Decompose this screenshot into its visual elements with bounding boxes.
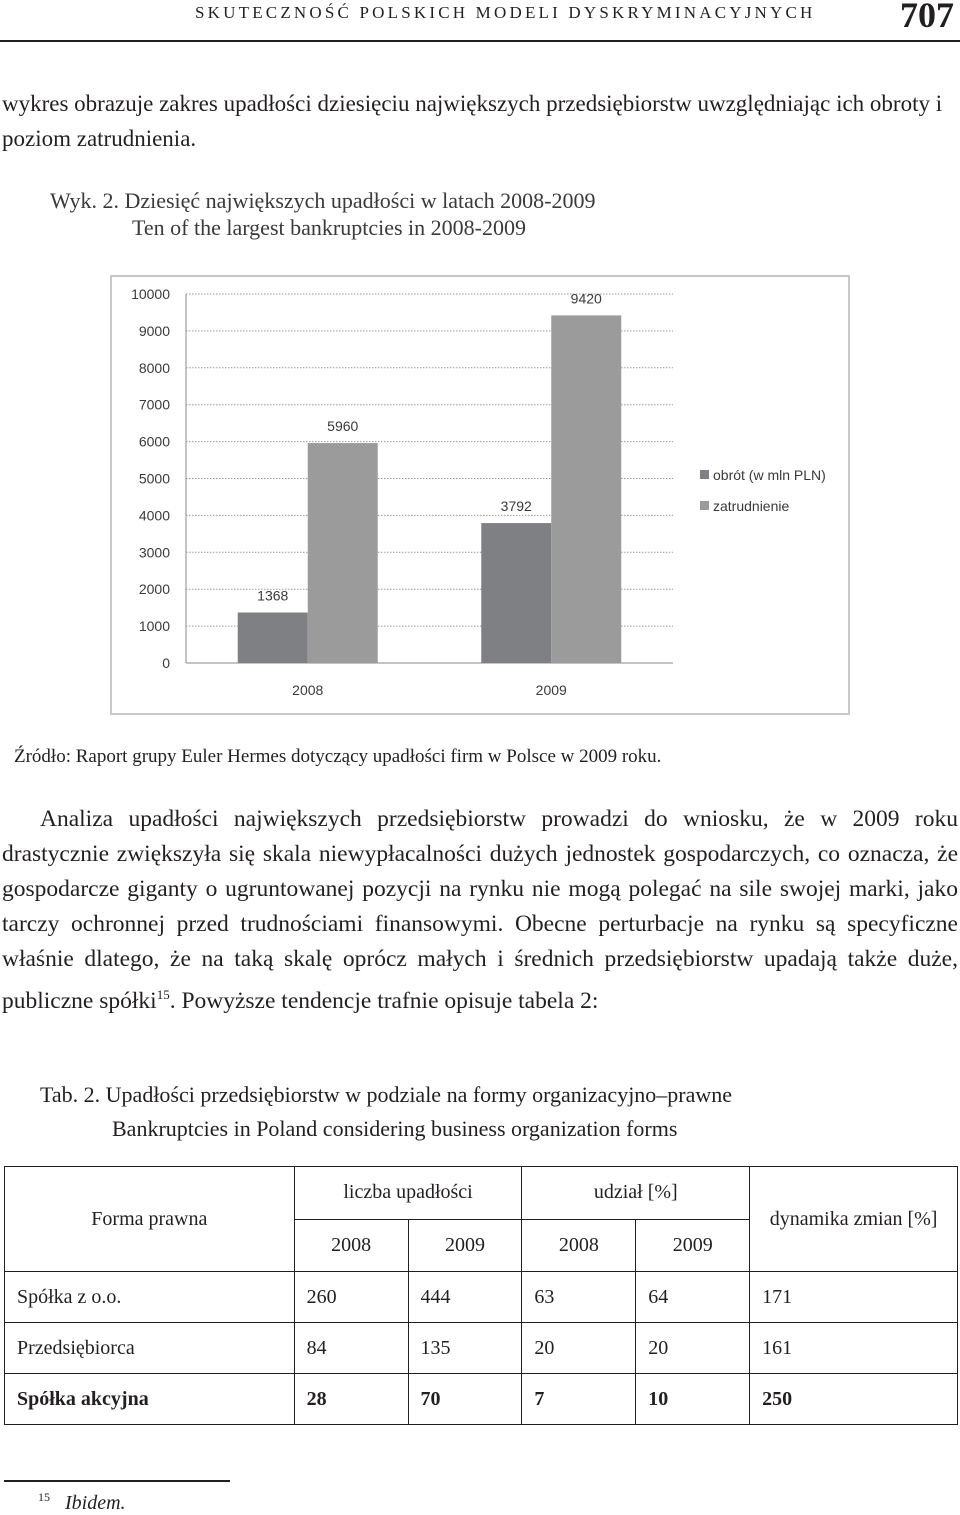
legend-swatch — [700, 470, 709, 479]
cell-value: 63 — [522, 1272, 636, 1323]
y-tick-label: 1000 — [138, 618, 170, 635]
footnote — [38, 1490, 126, 1515]
header-year: 2009 — [408, 1219, 522, 1272]
y-tick-label: 8000 — [138, 359, 170, 376]
legend-label: zatrudnienie — [713, 498, 790, 514]
footnote-text: Ibidem. — [65, 1492, 126, 1514]
body-text-2: . Powyższe tendencje trafnie opisuje tabela 2: — [169, 987, 599, 1014]
bar-2009-s0 — [481, 523, 551, 663]
y-tick-label: 10000 — [131, 286, 170, 302]
data-label: 5960 — [327, 418, 359, 435]
y-tick-label: 5000 — [138, 470, 170, 487]
data-label: 3792 — [500, 498, 532, 515]
cell-form: Spółka akcyjna — [5, 1374, 295, 1425]
table-row — [5, 1323, 958, 1374]
figure-source: Źródło: Raport grupy Euler Hermes dotyczący upadłości firm w Polsce w 2009 roku. — [14, 746, 662, 767]
page-number: 707 — [900, 0, 954, 35]
header-share: udział [%] — [522, 1167, 750, 1220]
cell-value: 260 — [294, 1272, 408, 1323]
cell-value: 20 — [522, 1323, 636, 1374]
bankruptcy-table — [4, 1166, 958, 1425]
data-label: 1368 — [257, 587, 289, 604]
y-tick-label: 2000 — [138, 581, 170, 598]
y-tick-label: 7000 — [138, 396, 170, 413]
y-tick-label: 3000 — [138, 544, 170, 561]
cell-value: 171 — [750, 1272, 958, 1323]
y-tick-label: 4000 — [138, 507, 170, 524]
bar-2009-s1 — [551, 315, 621, 663]
x-tick-label: 2008 — [292, 682, 324, 698]
legend-label: obrót (w mln PLN) — [713, 467, 826, 483]
data-label: 9420 — [570, 290, 602, 307]
header-count: liczba upadłości — [294, 1167, 522, 1220]
header-form: Forma prawna — [5, 1167, 295, 1272]
header-year: 2008 — [294, 1219, 408, 1272]
cell-value: 250 — [750, 1374, 958, 1425]
y-tick-label: 0 — [162, 655, 170, 671]
legend-swatch — [700, 501, 709, 510]
cell-form: Przedsiębiorca — [5, 1323, 295, 1374]
cell-value: 444 — [408, 1272, 522, 1323]
cell-value: 28 — [294, 1374, 408, 1425]
bar-2008-s0 — [238, 613, 308, 663]
y-tick-label: 9000 — [138, 322, 170, 339]
table-row — [5, 1272, 958, 1323]
body-text-1: Analiza upadłości największych przedsiębiorstw prowadzi do wniosku, że w 2009 roku drastycznie zwiększyła się skala niewypłacalności dużych jednostek gospodarczych, co oznacza, że gospodarcze giganty o ugruntowanej pozycji na rynku nie mogą polegać na sile swojej marki, jako tarczy ochronnej przed trudnościami finansowymi. Obecne perturbacje na rynku są specyficzne właśnie dlatego, że na taką skalę oprócz małych i średnich przedsiębiorstw upadają także duże, publiczne spółki — [2, 806, 958, 1014]
x-tick-label: 2009 — [535, 682, 567, 698]
table-caption-pl: Tab. 2. Upadłości przedsiębiorstw w podziale na formy organizacyjno–prawne — [40, 1082, 733, 1107]
footnote-ref[interactable]: 15 — [156, 987, 170, 1002]
body-paragraph — [2, 802, 958, 1019]
cell-value: 84 — [294, 1323, 408, 1374]
figure-caption-pl: Wyk. 2. Dziesięć największych upadłości w latach 2008-2009 — [50, 188, 596, 213]
cell-value: 7 — [522, 1374, 636, 1425]
cell-form: Spółka z o.o. — [5, 1272, 295, 1323]
header-year: 2008 — [522, 1219, 636, 1272]
table-header-row — [5, 1167, 958, 1220]
cell-value: 20 — [636, 1323, 750, 1374]
header-year: 2009 — [636, 1219, 750, 1272]
cell-value: 135 — [408, 1323, 522, 1374]
footnote-number: 15 — [38, 1490, 50, 1504]
cell-value: 70 — [408, 1374, 522, 1425]
table-caption-en: Bankruptcies in Poland considering business organization forms — [112, 1116, 678, 1141]
figure-caption-en: Ten of the largest bankruptcies in 2008-2009 — [132, 215, 526, 240]
header-dynamics: dynamika zmian [%] — [750, 1167, 958, 1272]
footnote-rule — [4, 1480, 230, 1482]
cell-value: 10 — [636, 1374, 750, 1425]
intro-paragraph: wykres obrazuje zakres upadłości dziesięciu największych przedsiębiorstw uwzględniając ich obroty i poziom zatrudnienia. — [2, 91, 943, 151]
running-title: SKUTECZNOŚĆ POLSKICH MODELI DYSKRYMINACYJNYCH — [195, 3, 816, 22]
y-tick-label: 6000 — [138, 433, 170, 450]
table-row — [5, 1374, 958, 1425]
cell-value: 161 — [750, 1323, 958, 1374]
bar-2008-s1 — [308, 443, 378, 663]
cell-value: 64 — [636, 1272, 750, 1323]
